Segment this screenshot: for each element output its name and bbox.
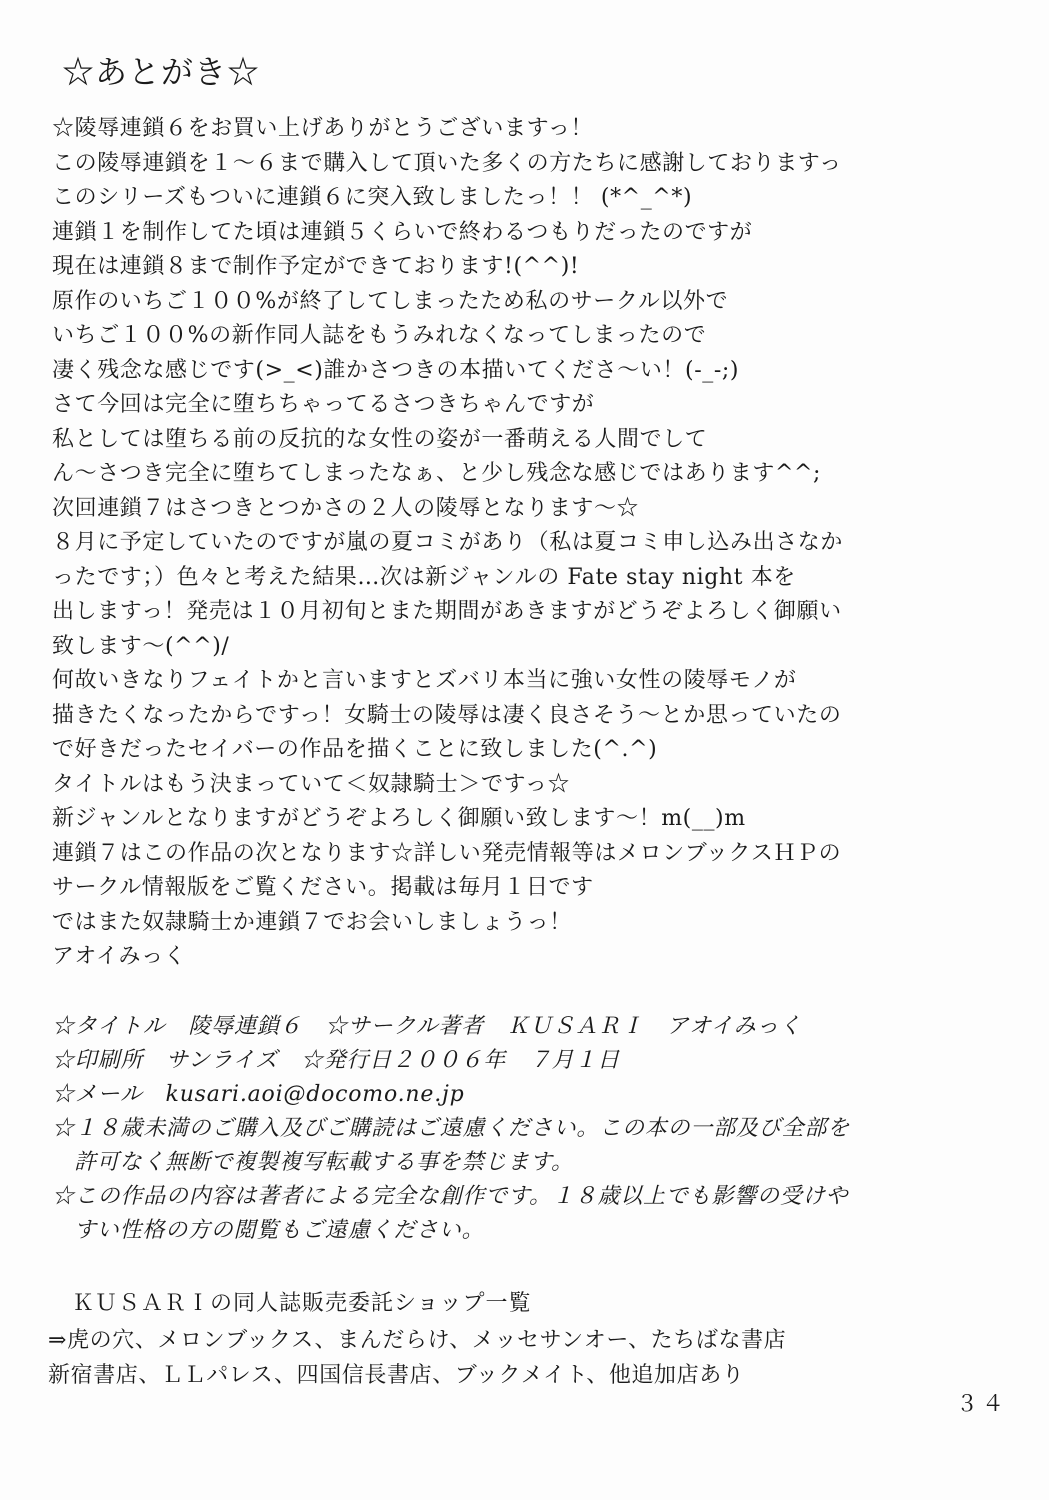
body-line: ん～さつき完全に堕ちてしまったなぁ、と少し残念な感じではあります^^; xyxy=(52,461,822,486)
body-line: タイトルはもう決まっていて＜奴隷騎士＞ですっ☆ xyxy=(52,771,571,797)
shops-list xyxy=(48,1323,786,1393)
body-line: 出しますっ！発売は１０月初旬とまた期間があきますがどうぞよろしく御願い xyxy=(52,599,842,624)
body-line: 凄く残念な感じです(>_<)誰かさつきの本描いてくださ～い！(-_-;) xyxy=(52,357,740,383)
shops-heading: ＫＵＳＡＲＩの同人誌販売委託ショップ一覧 xyxy=(72,1291,532,1316)
colophon-title-line: ☆タイトル 陵辱連鎖６ ☆サークル著者 ＫＵＳＡＲＩ アオイみっく xyxy=(52,1014,802,1039)
afterword-heading: ☆あとがき☆ xyxy=(62,53,261,91)
body-line: 現在は連鎖８まで制作予定ができております!(^^)! xyxy=(52,254,580,279)
body-line: 原作のいちご１００%が終了してしまったため私のサークル以外で xyxy=(52,288,729,314)
body-line: ったです；）色々と考えた結果…次は新ジャンルの Fate stay night 本を xyxy=(52,564,796,590)
colophon-mail-line: ☆メール kusari.aoi@docomo.ne.jp xyxy=(52,1082,465,1107)
body-line: この陵辱連鎖を１～６まで購入して頂いた多くの方たちに感謝しておりますっ xyxy=(52,150,842,176)
colophon-notice-line: すい性格の方の閲覧もご遠慮ください。 xyxy=(74,1218,485,1243)
body-line: ８月に予定していたのですが嵐の夏コミがあり（私は夏コミ申し込み出さなか xyxy=(52,530,844,555)
body-line: 私としては堕ちる前の反抗的な女性の姿が一番萌える人間でして xyxy=(52,426,708,452)
colophon-notice-line: ☆１８歳未満のご購入及びご購読はご遠慮ください。この本の一部及び全部を xyxy=(52,1116,851,1141)
shops-line: 新宿書店、ＬＬパレス、四国信長書店、ブックメイト、他追加店あり xyxy=(48,1363,745,1388)
body-line: サークル情報版をご覧ください。掲載は毎月１日です xyxy=(52,875,594,900)
body-line: 次回連鎖７はさつきとつかさの２人の陵辱となります～☆ xyxy=(52,495,640,521)
shops-line: ⇒虎の穴、メロンブックス、まんだらけ、メッセサンオー、たちばな書店 xyxy=(48,1328,787,1353)
colophon xyxy=(52,1010,1012,1248)
body-line: 新ジャンルとなりますがどうぞよろしく御願い致します～！m(__)m xyxy=(52,806,746,831)
colophon-notice-line: ☆この作品の内容は著者による完全な創作です。１８歳以上でも影響の受けや xyxy=(52,1184,849,1209)
body-line: 連鎖１を制作してた頃は連鎖５くらいで終わるつもりだったのですが xyxy=(52,219,753,245)
body-line: いちご１００%の新作同人誌をもうみれなくなってしまったので xyxy=(52,323,707,348)
body-line: このシリーズもついに連鎖６に突入致しましたっ！！ (*^_^*) xyxy=(52,185,693,210)
body-line: 連鎖７はこの作品の次となります☆詳しい発売情報等はメロンブックスＨＰの xyxy=(52,840,842,866)
body-line: 描きたくなったからですっ！女騎士の陵辱は凄く良さそう～とか思っていたの xyxy=(52,702,842,728)
body-line: ではまた奴隷騎士か連鎖７でお会いしましょうっ！ xyxy=(52,909,572,935)
body-line: で好きだったセイバーの作品を描くことに致しました(^.^) xyxy=(52,737,658,762)
body-line: 致します～(^^)/ xyxy=(52,633,230,659)
body-line: ☆陵辱連鎖６をお買い上げありがとうございますっ！ xyxy=(52,116,594,141)
page-number: ３４ xyxy=(956,1392,1009,1417)
colophon-notice-line: 許可なく無断で複製複写転載する事を禁じます。 xyxy=(74,1150,574,1175)
body-line: さて今回は完全に堕ちちゃってるさつきちゃんですが xyxy=(52,392,595,417)
author-signature: アオイみっく xyxy=(52,944,187,969)
colophon-printer-line: ☆印刷所 サンライズ ☆発行日２００６年 ７月１日 xyxy=(52,1048,621,1073)
afterword-body xyxy=(52,112,1012,975)
body-line: 何故いきなりフェイトかと言いますとズバリ本当に強い女性の陵辱モノが xyxy=(52,668,797,693)
